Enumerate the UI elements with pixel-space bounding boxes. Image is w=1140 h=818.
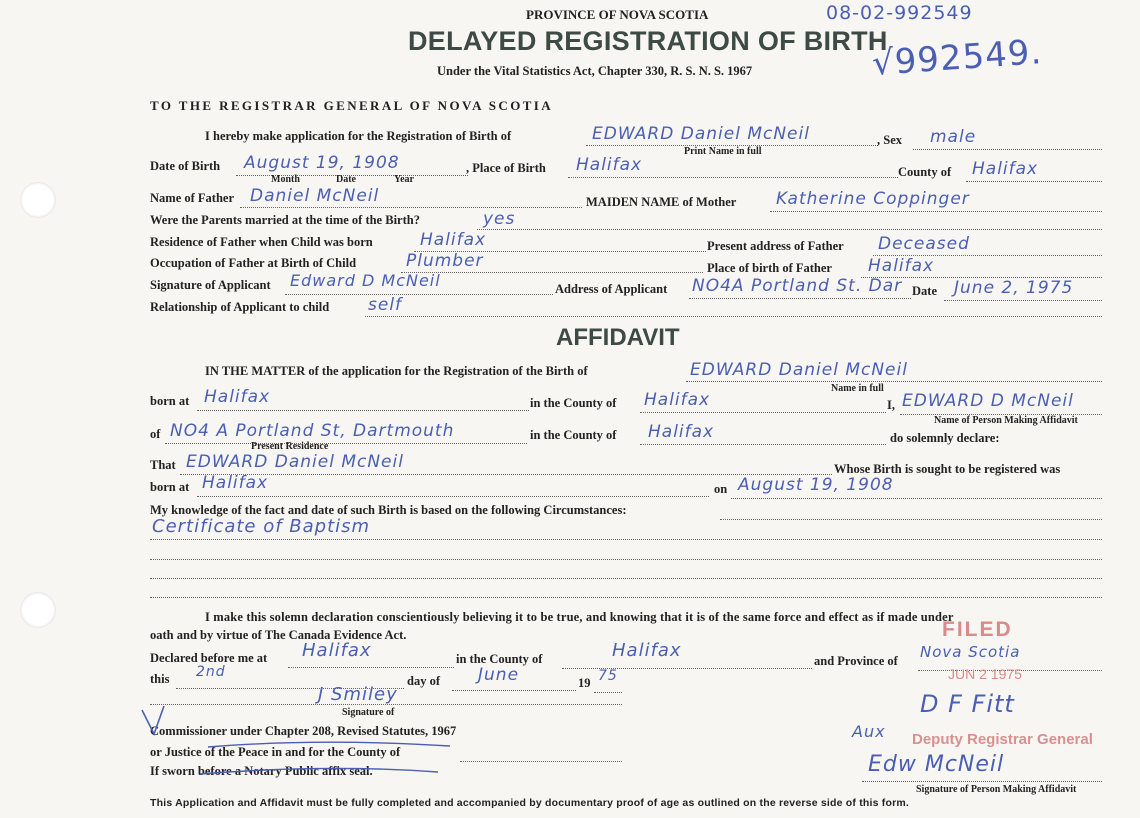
print-name-caption: Print Name in full [684, 146, 762, 157]
this-day: 2nd [196, 664, 226, 680]
person-signature-caption: Signature of Person Making Affidavit [916, 784, 1077, 795]
declaration-text-2: oath and by virtue of The Canada Evidence Act. [150, 628, 407, 642]
pen-strike-marks [138, 700, 468, 790]
mother-value: Katherine Coppinger [776, 189, 970, 209]
occupation-value: Plumber [406, 251, 484, 271]
justice-line: or Justice of the Peace in and for the County of [150, 745, 401, 759]
intro-label: I hereby make application for the Registration of Birth of [205, 129, 512, 143]
person-signature: Edw McNeil [868, 752, 1005, 777]
year-caption: Year [394, 174, 414, 185]
father-value: Daniel McNeil [250, 186, 380, 206]
matter-label: IN THE MATTER of the application for the Registration of the Birth of [205, 364, 588, 378]
declaration-text: I make this solemn declaration conscientiously believing it to be true, and knowing that it is of the same force and effect as if made under [205, 610, 954, 624]
file-number: 08-02-992549 [826, 2, 973, 24]
dob-label: Date of Birth [150, 159, 221, 173]
province-header: PROVINCE OF NOVA SCOTIA [526, 7, 709, 22]
year-suffix: 75 [598, 668, 618, 684]
signature-of-caption: Signature of [342, 707, 395, 718]
knowledge-value: Certificate of Baptism [152, 516, 371, 537]
married-label: Were the Parents married at the time of the Birth? [150, 213, 420, 227]
solemnly-label: do solemnly declare: [890, 431, 1000, 445]
signature-label: Signature of Applicant [150, 278, 271, 292]
filed-stamp: FILED [942, 618, 1013, 641]
present-address-label: Present address of Father [707, 239, 844, 253]
father-birthplace-value: Halifax [868, 256, 935, 276]
commissioner-line: Commissioner under Chapter 208, Revised Statutes, 1967 [150, 724, 457, 738]
occupation-label: Occupation of Father at Birth of Child [150, 256, 357, 270]
county2-label: in the County of [530, 428, 617, 442]
this-label: this [150, 672, 170, 686]
on-date: August 19, 1908 [738, 475, 894, 495]
county2-value: Halifax [648, 422, 715, 442]
deponent-name: EDWARD D McNeil [902, 391, 1074, 411]
dob-value: August 19, 1908 [244, 153, 400, 173]
of-label: of [150, 427, 161, 441]
form-subtitle: Under the Vital Statistics Act, Chapter 330, R. S. N. S. 1967 [437, 64, 753, 78]
residence-value: Halifax [420, 230, 487, 250]
footer-note: This Application and Affidavit must be fully completed and accompanied by documentary proof of age as outlined on the reverse side of this form. [150, 797, 910, 809]
notary-line: If sworn before a Notary Public affix seal. [150, 764, 373, 778]
born-at-value: Halifax [204, 387, 271, 407]
address-value: NO4A Portland St. Dar [692, 276, 903, 296]
month-value: June [478, 665, 520, 685]
whose-birth-label: Whose Birth is sought to be registered was [834, 462, 1061, 476]
county-label: County of [898, 165, 952, 179]
father-birthplace-label: Place of birth of Father [707, 261, 832, 275]
application-date: June 2, 1975 [954, 278, 1074, 298]
punch-hole-top [20, 182, 56, 218]
present-residence-caption: Present Residence [251, 441, 329, 452]
on-label: on [714, 482, 728, 496]
province-value: Nova Scotia [920, 643, 1021, 661]
sex-label: , Sex [877, 133, 902, 147]
deputy-signature: D F Fitt [920, 690, 1015, 718]
father-label: Name of Father [150, 191, 234, 205]
province-label: and Province of [814, 654, 898, 668]
county-value: Halifax [972, 159, 1039, 179]
commissioner-signature: J Smiley [318, 684, 398, 705]
born-at-label: born at [150, 394, 190, 408]
relationship-value: self [368, 295, 403, 315]
born-at2-value: Halifax [202, 473, 269, 493]
born-at2-label: born at [150, 480, 190, 494]
place-label: , Place of Birth [466, 161, 546, 175]
declared-label: Declared before me at [150, 651, 268, 665]
declared-county: Halifax [612, 640, 682, 661]
date-label: Date [912, 284, 937, 298]
child-name: EDWARD Daniel McNeil [592, 124, 810, 144]
registrar-line: TO THE REGISTRAR GENERAL OF NOVA SCOTIA [150, 98, 554, 113]
declared-at: Halifax [302, 640, 372, 661]
sex-value: male [930, 127, 977, 147]
name-full-caption: Name in full [831, 383, 884, 394]
punch-hole-bottom [20, 592, 56, 628]
day-of-label: day of [407, 674, 440, 688]
address-label: Address of Applicant [555, 282, 668, 296]
applicant-signature: Edward D McNeil [290, 271, 441, 290]
that-label: That [150, 458, 176, 472]
knowledge-label: My knowledge of the fact and date of such Birth is based on the following Circumstances: [150, 503, 627, 517]
i-label: I, [887, 398, 895, 412]
form-title: DELAYED REGISTRATION OF BIRTH [408, 26, 888, 56]
present-address-value: Deceased [878, 234, 970, 254]
affidavit-title: AFFIDAVIT [556, 324, 680, 351]
residence-value-affidavit: NO4 A Portland St, Dartmouth [170, 421, 455, 441]
mother-label: MAIDEN NAME of Mother [586, 195, 737, 209]
place-value: Halifax [576, 155, 643, 175]
year-prefix: 19 [578, 676, 591, 690]
married-value: yes [483, 209, 516, 229]
registration-number: √992549. [870, 32, 1044, 84]
deputy-initials: Aux [852, 722, 886, 741]
residence-label: Residence of Father when Child was born [150, 235, 373, 249]
matter-name: EDWARD Daniel McNeil [690, 360, 908, 380]
date-caption: Date [336, 174, 356, 185]
in-county-value: Halifax [644, 390, 711, 410]
that-name: EDWARD Daniel McNeil [186, 452, 404, 472]
deputy-registrar-stamp: Deputy Registrar General [912, 731, 1093, 748]
relationship-label: Relationship of Applicant to child [150, 300, 330, 314]
month-caption: Month [271, 174, 300, 185]
in-county-label: in the County of [530, 396, 617, 410]
declared-county-label: in the County of [456, 652, 543, 666]
filed-date: JUN 2 1975 [948, 666, 1022, 682]
deponent-caption: Name of Person Making Affidavit [934, 415, 1078, 426]
